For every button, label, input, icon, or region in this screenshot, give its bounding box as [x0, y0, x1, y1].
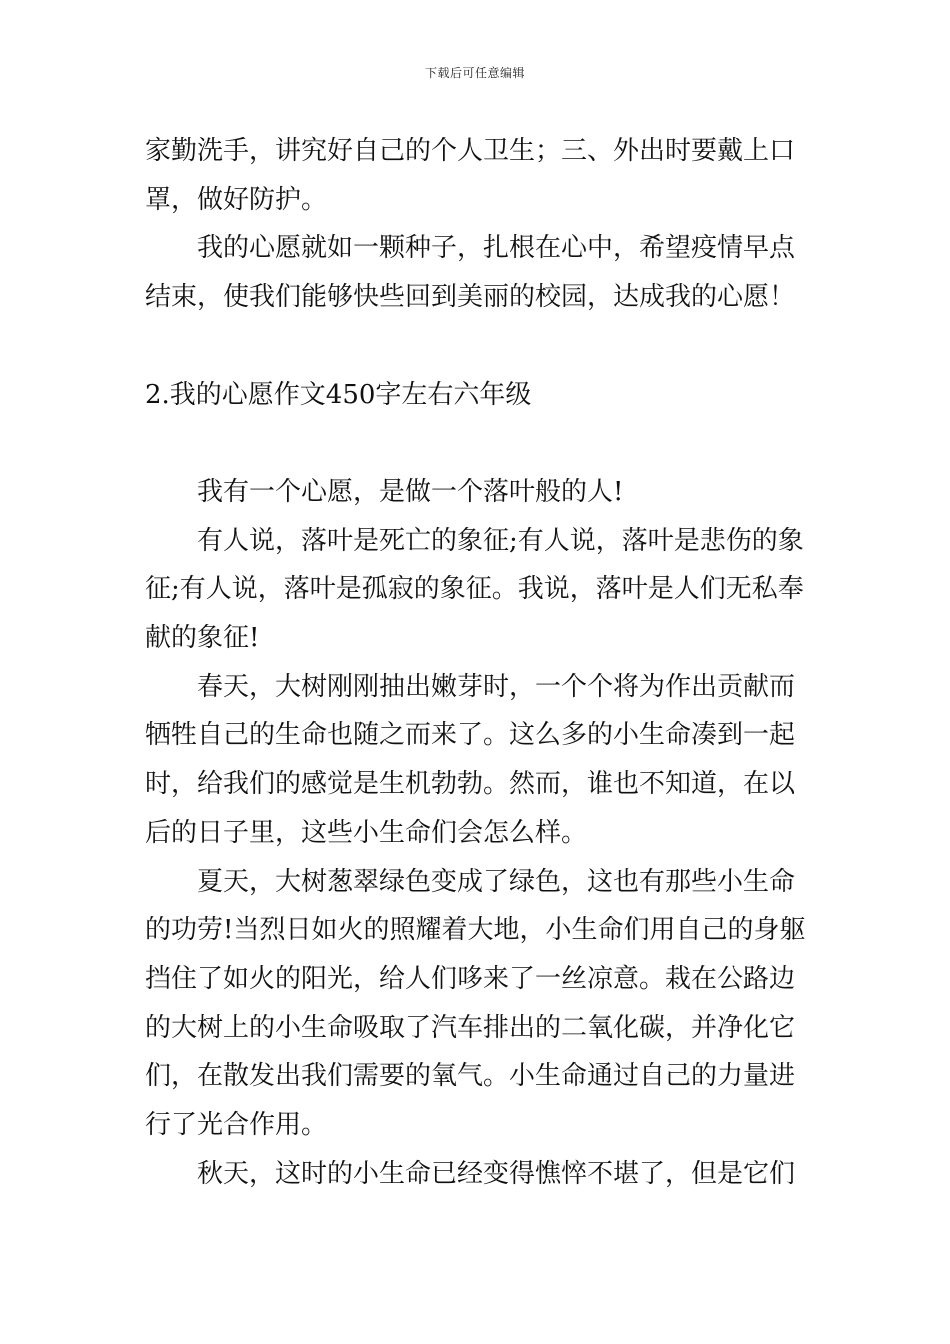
- section-title: 2.我的心愿作文450字左右六年级: [145, 379, 532, 410]
- essay-paragraph-3: 春天，大树刚刚抽出嫩芽时，一个个将为作出贡献而牺牲自己的生命也随之而来了。这么多的小生命凑到一起时，给我们的感觉是生机勃勃。然而，谁也不知道，在以后的日子里，这些小生命们会怎么样。: [145, 671, 796, 848]
- document-body: [145, 127, 813, 1198]
- essay-paragraph-5: 秋天，这时的小生命已经变得憔悴不堪了，但是它们: [197, 1158, 796, 1189]
- essay-paragraph-1: 我有一个心愿，是做一个落叶般的人!: [197, 476, 624, 507]
- essay-paragraph-2: 有人说，落叶是死亡的象征;有人说，落叶是悲伤的象征;有人说，落叶是孤寂的象征。我说，落叶是人们无私奉献的象征!: [145, 525, 804, 653]
- essay-paragraph-4: 夏天，大树葱翠绿色变成了绿色，这也有那些小生命的功劳!当烈日如火的照耀着大地，小生命们用自己的身躯挡住了如火的阳光，给人们哆来了一丝凉意。栽在公路边的大树上的小生命吸取了汽车排出的二氧化碳，并净化它们，在散发出我们需要的氧气。小生命通过自己的力量进行了光合作用。: [145, 866, 806, 1141]
- continued-paragraph: 家勤洗手，讲究好自己的个人卫生；三、外出时要戴上口罩，做好防护。: [145, 136, 796, 215]
- wish-paragraph: 我的心愿就如一颗种子，扎根在心中，希望疫情早点结束，使我们能够快些回到美丽的校园，达成我的心愿！: [145, 233, 796, 313]
- page-header: 下载后可任意编辑: [424, 66, 525, 80]
